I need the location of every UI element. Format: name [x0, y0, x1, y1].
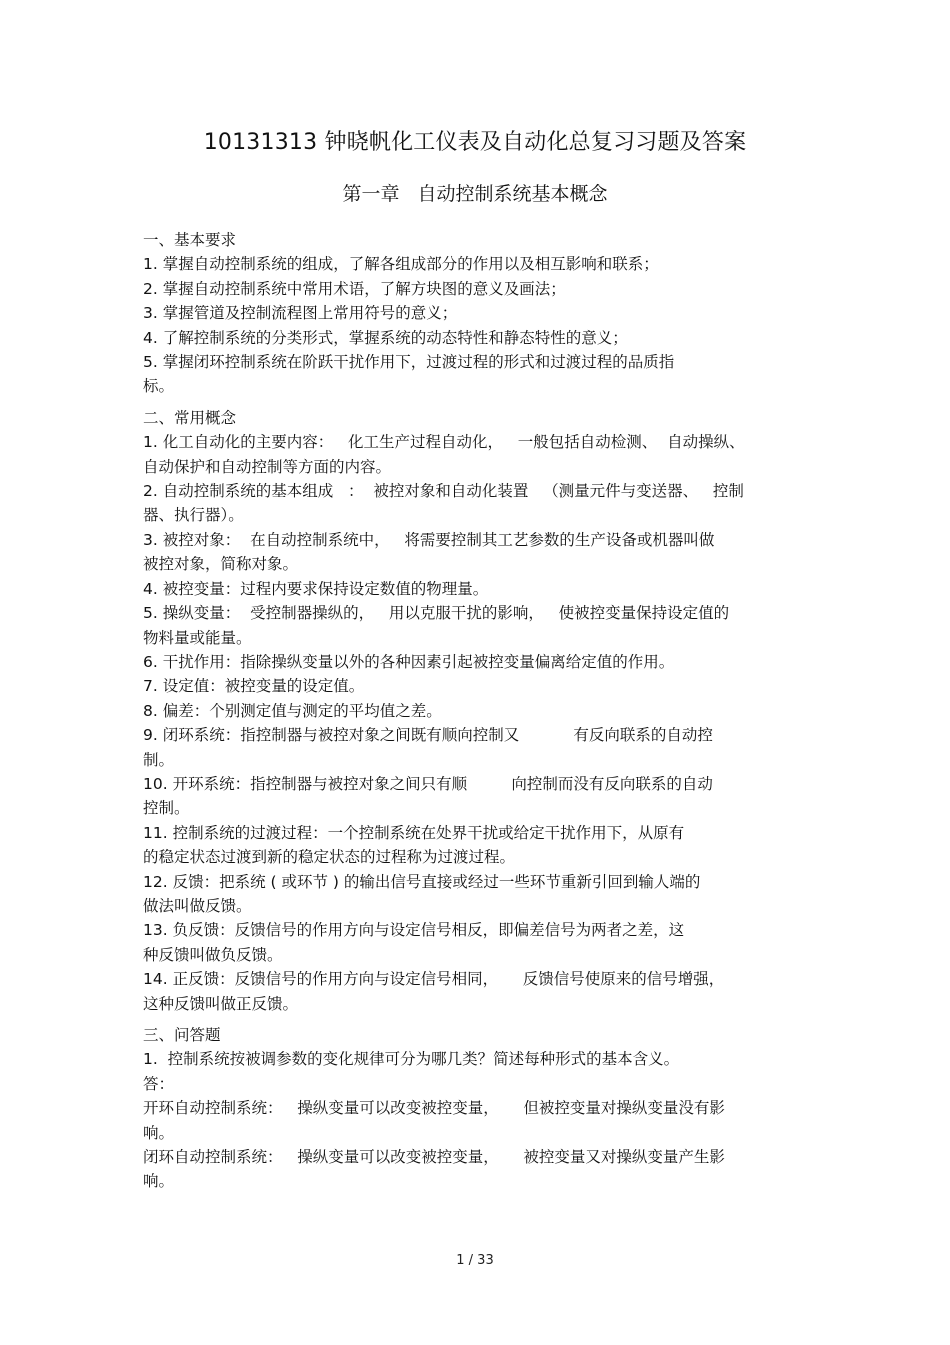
text-line: 1. 化工自动化的主要内容： 化工生产过程自动化， 一般包括自动检测、 自动操纵、: [143, 433, 745, 452]
document-body: [143, 228, 813, 1201]
text-line: 4. 了解控制系统的分类形式，掌握系统的动态特性和静态特性的意义；: [143, 328, 628, 347]
section-heading: 二、常用概念: [143, 408, 237, 427]
text-line: 闭环自动控制系统： 操纵变量可以改变被控变量， 被控变量又对操纵变量产生影: [143, 1148, 725, 1167]
text-line: 6. 干扰作用：指除操纵变量以外的各种因素引起被控变量偏离给定值的作用。: [143, 652, 675, 671]
text-line: 种反馈叫做负反馈。: [143, 945, 283, 964]
text-line: 做法叫做反馈。: [143, 896, 252, 915]
text-line: 3. 被控对象： 在自动控制系统中， 将需要控制其工艺参数的生产设备或机器叫做: [143, 530, 715, 549]
text-line: 制。: [143, 750, 175, 769]
text-line: 器、执行器）。: [143, 506, 244, 525]
text-line: 物料量或能量。: [143, 628, 252, 647]
text-line: 这种反馈叫做正反馈。: [143, 994, 299, 1013]
text-line: 被控对象，简称对象。: [143, 555, 299, 574]
text-line: 的稳定状态过渡到新的稳定状态的过程称为过渡过程。: [143, 848, 516, 867]
text-line: 5. 掌握闭环控制系统在阶跃干扰作用下，过渡过程的形式和过渡过程的品质指: [143, 353, 675, 372]
text-line: 3. 掌握管道及控制流程图上常用符号的意义；: [143, 304, 458, 323]
text-line: 2. 掌握自动控制系统中常用术语，了解方块图的意义及画法；: [143, 279, 566, 298]
section-basic-requirements: [143, 228, 813, 399]
text-line: 2. 自动控制系统的基本组成 ： 被控对象和自动化装置 （测量元件与变送器、 控制: [143, 482, 744, 501]
text-line: 13. 负反馈：反馈信号的作用方向与设定信号相反，即偏差信号为两者之差，这: [143, 921, 685, 940]
text-line: 11. 控制系统的过渡过程：一个控制系统在处界干扰或给定干扰作用下，从原有: [143, 823, 685, 842]
text-line: 14. 正反馈：反馈信号的作用方向与设定信号相同， 反馈信号使原来的信号增强，: [143, 970, 725, 989]
section-common-concepts: [143, 406, 813, 1016]
text-line: 12. 反馈：把系统 ( 或环节 ) 的输出信号直接或经过一些环节重新引回到输人端的: [143, 872, 701, 891]
text-line: 1. 掌握自动控制系统的组成，了解各组成部分的作用以及相互影响和联系；: [143, 255, 659, 274]
text-line: 10. 开环系统：指控制器与被控对象之间只有顺 向控制而没有反向联系的自动: [143, 774, 713, 793]
text-line: 响。: [143, 1123, 175, 1142]
text-line: 5. 操纵变量： 受控制器操纵的， 用以克服干扰的影响， 使被控变量保持设定值的: [143, 604, 730, 623]
section-questions: [143, 1023, 813, 1194]
document-title: 10131313 钟晓帆化工仪表及自动化总复习习题及答案: [203, 130, 747, 155]
chapter-title: 第一章 自动控制系统基本概念: [342, 183, 608, 205]
text-line: 8. 偏差：个别测定值与测定的平均值之差。: [143, 701, 442, 720]
text-line: 7. 设定值：被控变量的设定值。: [143, 677, 365, 696]
text-line: 自动保护和自动控制等方面的内容。: [143, 457, 392, 476]
text-line: 4. 被控变量：过程内要求保持设定数值的物理量。: [143, 579, 489, 598]
text-line: 标。: [143, 377, 175, 396]
text-line: 9. 闭环系统：指控制器与被控对象之间既有顺向控制又 有反向联系的自动控: [143, 726, 713, 745]
text-line: 响。: [143, 1172, 175, 1191]
text-line: 答：: [143, 1074, 175, 1093]
text-line: 控制。: [143, 799, 190, 818]
text-line: 开环自动控制系统： 操纵变量可以改变被控变量， 但被控变量对操纵变量没有影: [143, 1099, 725, 1118]
text-line: 1. 控制系统按被调参数的变化规律可分为哪几类？简述每种形式的基本含义。: [143, 1050, 680, 1069]
page-number: 1 / 33: [456, 1253, 494, 1268]
section-heading: 一、基本要求: [143, 231, 237, 249]
section-heading: 三、问答题: [143, 1026, 221, 1044]
